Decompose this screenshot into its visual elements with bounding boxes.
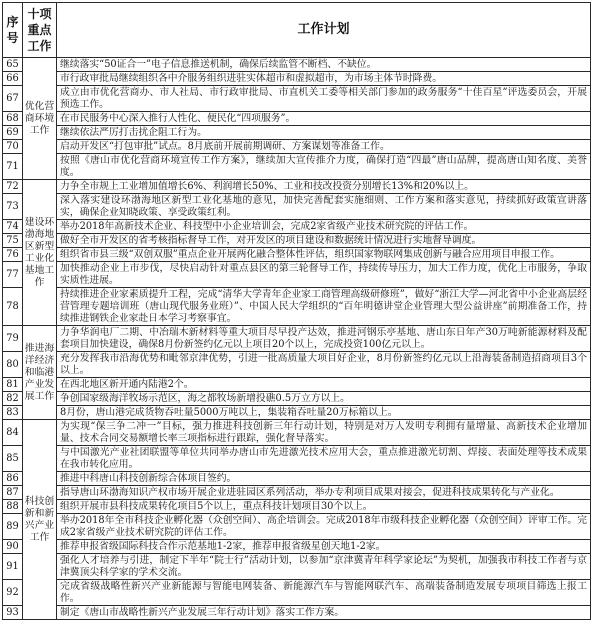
header-plan: 工作计划: [57, 3, 591, 58]
row-number: 70: [3, 140, 23, 154]
row-number: 69: [3, 126, 23, 140]
row-number: 83: [3, 406, 23, 420]
row-number: 76: [3, 248, 23, 262]
table-row: [3, 220, 591, 234]
table-header-row: [3, 3, 591, 58]
plan-text: 在市民服务中心深入推行人性化、便民化“四项服务”。: [57, 112, 591, 126]
table-row: [3, 154, 591, 180]
row-number: 89: [3, 514, 23, 540]
plan-text: 举办2018年高新技术企业、科技型中小企业培训会，完成2家省级产业技术研究院的评估工作。: [57, 220, 591, 234]
task-category: 优化营商环境工作: [23, 58, 57, 180]
plan-text: 继续落实“50证合一”电子信息推送机制，确保后续监管不断档、不缺位。: [57, 58, 591, 72]
table-row: [3, 554, 591, 580]
plan-text: 市行政审批局继续组织各中介服务组织进驻实体超市和虚拟超市，为市场主体节时降费。: [57, 72, 591, 86]
plan-text: 做好全市开发区的省考核指标督导工作，对开发区的项目建设和数据统计情况进行实地督导调度。: [57, 234, 591, 248]
row-number: 82: [3, 392, 23, 406]
table-row: [3, 262, 591, 288]
task-category: 推进海洋经济和临港产业发展工作: [23, 326, 57, 420]
row-number: 74: [3, 220, 23, 234]
row-number: 71: [3, 154, 23, 180]
plan-text: 按照《唐山市优化营商环境宣传工作方案》，继续加大宣传推介力度，确保打造“四最”唐山品牌，提高唐山知名度、美誉度。: [57, 154, 591, 180]
table-row: [3, 326, 591, 352]
table-row: [3, 352, 591, 378]
plan-text: 推荐申报省级国际科技合作示范基地1-2家，推荐申报省级星创天地1-2家。: [57, 540, 591, 554]
row-number: 87: [3, 486, 23, 500]
row-number: 77: [3, 262, 23, 288]
row-number: 84: [3, 420, 23, 446]
table-row: [3, 540, 591, 554]
row-number: 78: [3, 288, 23, 326]
row-number: 92: [3, 580, 23, 606]
plan-text: 为实现“保三争二冲一”目标，强力推进科技创新三年行动计划，特别是对万人发明专利拥有量增量、高新技术企业增加量、技术合同交易额增长率三项指标进行跟踪，强化督导落实。: [57, 420, 591, 446]
table-row: [3, 234, 591, 248]
plan-text: 继续依法严厉打击扰企阻工行为。: [57, 126, 591, 140]
plan-text: 指导唐山环渤海知识产权市场开展企业进驻园区系列活动，举办专利项目成果对接会，促进科技成果转化与产业化。: [57, 486, 591, 500]
row-number: 80: [3, 352, 23, 378]
row-number: 93: [3, 606, 23, 620]
table-row: [3, 180, 591, 194]
table-row: [3, 86, 591, 112]
table-row: [3, 288, 591, 326]
plan-text: 制定《唐山市战略性新兴产业发展三年行动计划》落实工作方案。: [57, 606, 591, 620]
plan-text: 加快推动企业上市步伐，尽快启动针对重点县区的第三轮督导工作，持续传导压力，加大工作力度，优化上市服务，争取实质性进展。: [57, 262, 591, 288]
row-number: 85: [3, 446, 23, 472]
plan-text: 在西北地区新开通内陆港2个。: [57, 378, 591, 392]
plan-text: 强化人才培养与引进，制定下半年“院士行”活动计划，以参加“京津冀青年科学家论坛”为契机，加强我市科技工作者与京津冀顶尖科学家的学术交流。: [57, 554, 591, 580]
task-category: 科技创新和新兴产业工作: [23, 420, 57, 620]
header-task: 十项重点工作: [23, 3, 57, 58]
row-number: 65: [3, 58, 23, 72]
plan-text: 争创国家级海洋牧场示范区，海之都牧场新增投礁0.5万立方以上。: [57, 392, 591, 406]
plan-text: 举办2018年全市科技企业孵化器（众创空间）、高企培训会。完成2018年市级科技企业孵化器（众创空间）评审工作。完成2家省级产业技术研究院的评估工作。: [57, 514, 591, 540]
table-row: [3, 472, 591, 486]
row-number: 90: [3, 540, 23, 554]
table-row: [3, 486, 591, 500]
table-row: [3, 500, 591, 514]
table-row: [3, 392, 591, 406]
plan-text: 推进中科唐山科技创新综合体项目签约。: [57, 472, 591, 486]
row-number: 72: [3, 180, 23, 194]
row-number: 86: [3, 472, 23, 486]
plan-text: 组织省市县三级“双创双服”重点企业开展两化融合整体性评估，组织国家物联网集成创新与融合应用项目申报工作。: [57, 248, 591, 262]
row-number: 79: [3, 326, 23, 352]
row-number: 68: [3, 112, 23, 126]
table-row: [3, 140, 591, 154]
plan-text: 组织开展市县科技成果转化项目5个以上，重点科技计划项目30个以上。: [57, 500, 591, 514]
table-row: [3, 72, 591, 86]
table-row: [3, 378, 591, 392]
plan-text: 启动开发区“打包审批”试点。8月底前开展前期调研、方案谋划等准备工作。: [57, 140, 591, 154]
row-number: 91: [3, 554, 23, 580]
work-plan-table: [2, 2, 591, 620]
table-row: [3, 194, 591, 220]
task-category: 建设环渤海地区新型工业化基地工作: [23, 180, 57, 326]
plan-text: 完成省级战略性新兴产业新能源与智能电网装备、新能源汽车与智能网联汽车、高端装备制造发展专项项目筛选上报工作。: [57, 580, 591, 606]
table-row: [3, 248, 591, 262]
table-row: [3, 514, 591, 540]
row-number: 81: [3, 378, 23, 392]
table-row: [3, 58, 591, 72]
table-row: [3, 126, 591, 140]
table-row: [3, 446, 591, 472]
row-number: 75: [3, 234, 23, 248]
plan-text: 力争华润电厂二期、中冶瑞木新材料等重大项目尽早投产达效，推进河钢乐亭基地、唐山东日年产30万吨新能源材料及配套项目加快建设，确保8月份新签约亿元以上项目20个以上，完成投资100亿元以上。: [57, 326, 591, 352]
table-row: [3, 606, 591, 620]
table-row: [3, 420, 591, 446]
plan-text: 持续推进企业家素质提升工程，完成“清华大学青年企业家工商管理高级研修班”，做好“浙江大学—河北省中小企业高层经营管理专题培训班（唐山现代服务业班）”、中国人民大学组织的“百年明德讲堂企业管理大型公益讲座”前期准备工作，持续推进钢铁企业家赴日本学习考察事宜。: [57, 288, 591, 326]
table-row: [3, 580, 591, 606]
row-number: 88: [3, 500, 23, 514]
table-row: [3, 112, 591, 126]
row-number: 67: [3, 86, 23, 112]
plan-text: 充分发挥我市沿海优势和毗邻京津优势，引进一批高质量大项目好企业，8月份新签约亿元以上沿海装备制造招商项目3个以上。: [57, 352, 591, 378]
plan-text: 与中国激光产业社团联盟等单位共同举办唐山市先进激光技术应用大会，重点推进激光切割、焊接、表面处理等技术成果在我市转化应用。: [57, 446, 591, 472]
plan-text: 成立由市优化营商办、市人社局、市行政审批局、市直机关工委等相关部门参加的政务服务“十佳百星”评选委员会，开展预选工作。: [57, 86, 591, 112]
row-number: 66: [3, 72, 23, 86]
plan-text: 深入落实建设环渤海地区新型工业化基地的意见，加快完善配套实施细则、工作方案和落实意见，持续抓好政策宣讲落实，确保企业知晓政策、享受政策红利。: [57, 194, 591, 220]
plan-text: 力争全市规上工业增加值增长6%、利润增长50%、工业和技改投资分别增长13%和20%以上。: [57, 180, 591, 194]
row-number: 73: [3, 194, 23, 220]
header-seq: 序号: [3, 3, 23, 58]
plan-text: 8月份，唐山港完成货物吞吐量5000万吨以上，集装箱吞吐量20万标箱以上。: [57, 406, 591, 420]
table-row: [3, 406, 591, 420]
